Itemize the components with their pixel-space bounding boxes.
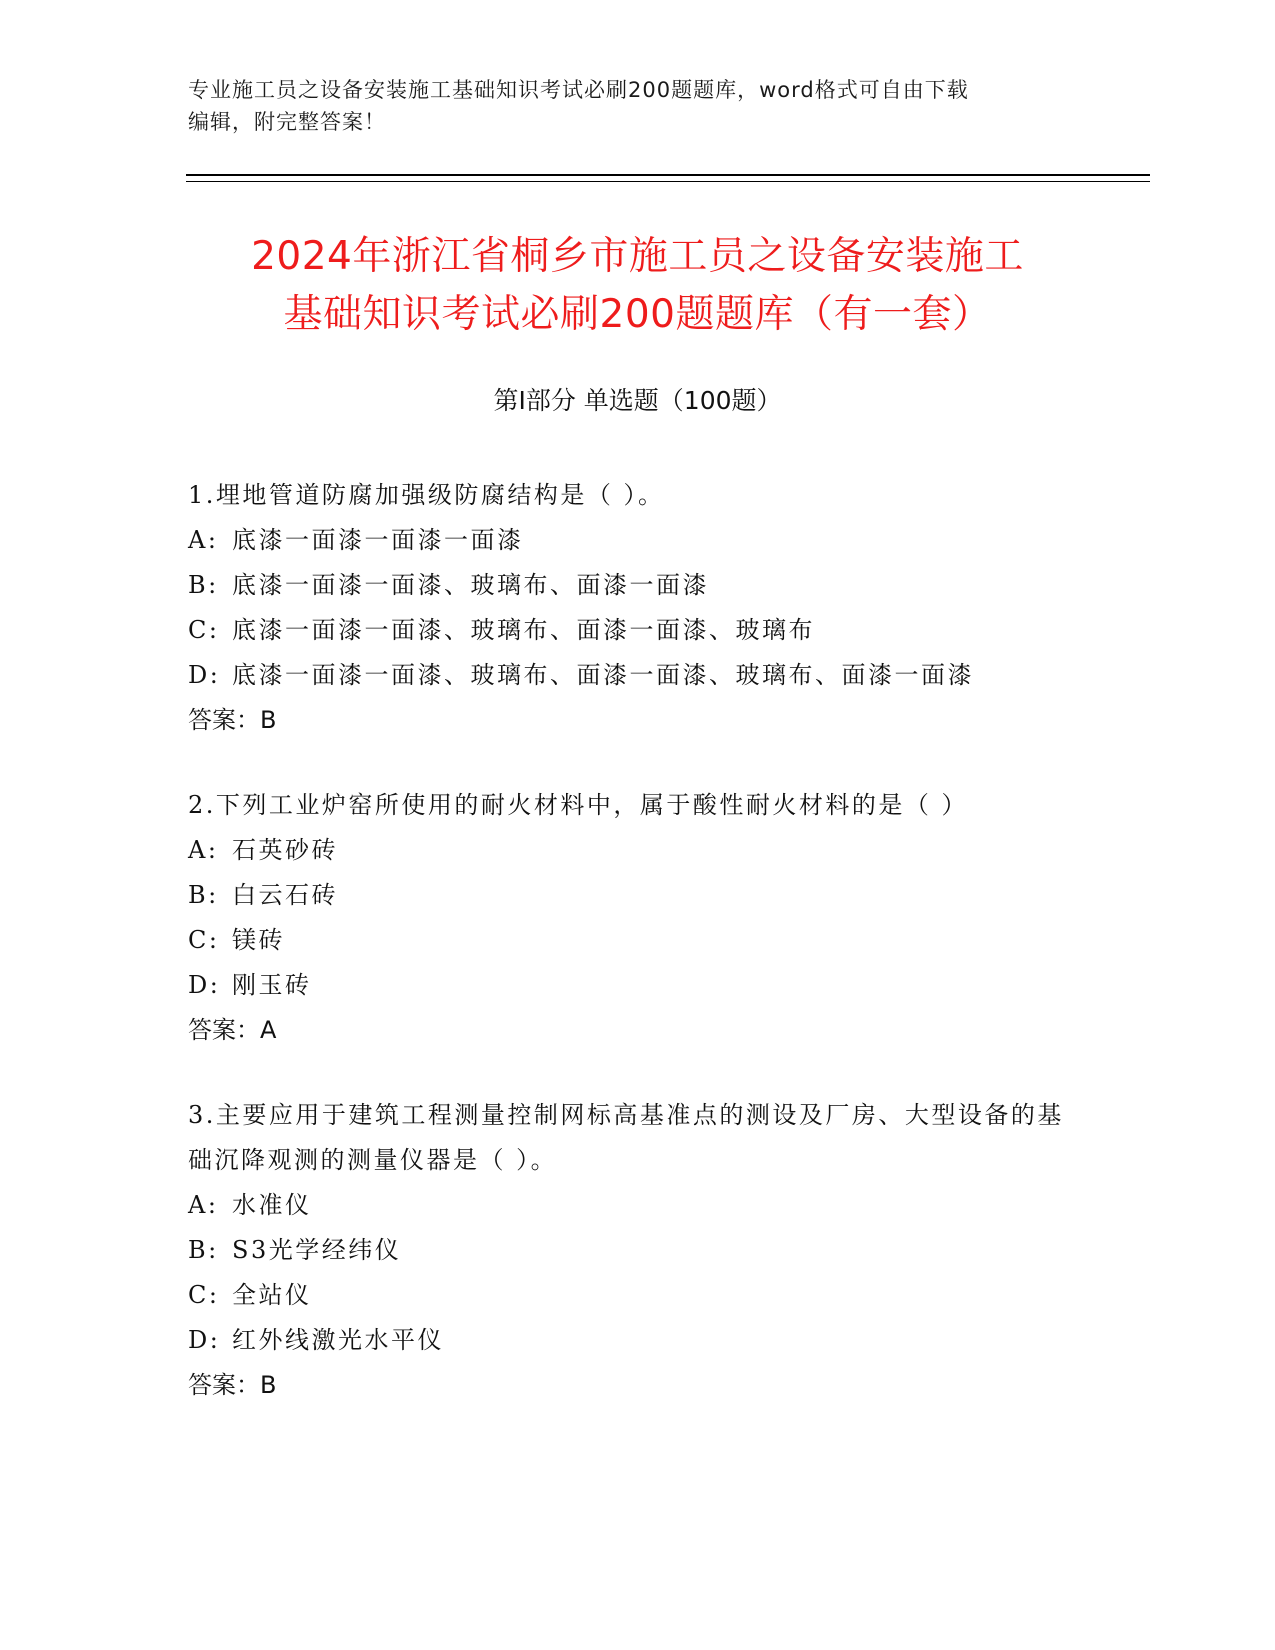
header-note (188, 74, 1088, 138)
question-stem: 3.主要应用于建筑工程测量控制网标高基准点的测设及厂房、大型设备的基础沉降观测的测量仪器是（ ）。 (188, 1101, 1064, 1174)
option-letter: D: (188, 971, 221, 999)
option-a (188, 518, 1068, 563)
question-2 (188, 783, 1068, 1053)
question-3 (188, 1093, 1068, 1408)
option-b (188, 873, 1068, 918)
answer: 答案：A (188, 1016, 277, 1044)
option-a (188, 1183, 1068, 1228)
header-divider-thin (186, 181, 1150, 182)
answer: 答案：B (188, 1371, 277, 1399)
option-d (188, 1318, 1068, 1363)
option-c (188, 1273, 1068, 1318)
document-title (130, 228, 1145, 344)
header-divider-thick (186, 174, 1150, 176)
option-letter: D: (188, 1326, 221, 1354)
option-c (188, 918, 1068, 963)
option-letter: C: (188, 616, 220, 644)
section-heading: 第Ⅰ部分 单选题（100题） (493, 386, 782, 415)
option-letter: D: (188, 661, 221, 689)
option-text: 刚玉砖 (232, 971, 312, 999)
document-title-line-1: 2024年浙江省桐乡市施工员之设备安装施工 (251, 234, 1024, 279)
option-text: 底漆一面漆一面漆、玻璃布、面漆一面漆、玻璃布 (232, 616, 815, 644)
option-text: S3光学经纬仪 (232, 1236, 402, 1264)
header-note-line-2: 编辑，附完整答案！ (188, 110, 386, 134)
answer: 答案：B (188, 706, 277, 734)
document-title-line-2: 基础知识考试必刷200题题库（有一套） (283, 292, 992, 337)
option-letter: A: (188, 1191, 219, 1219)
option-b (188, 1228, 1068, 1273)
option-text: 白云石砖 (232, 881, 338, 909)
option-text: 镁砖 (232, 926, 285, 954)
option-text: 底漆一面漆一面漆、玻璃布、面漆一面漆、玻璃布、面漆一面漆 (232, 661, 974, 689)
option-d (188, 963, 1068, 1008)
option-text: 水准仪 (232, 1191, 312, 1219)
option-letter: B: (188, 571, 219, 599)
question-list (188, 473, 1068, 1448)
option-letter: C: (188, 1281, 220, 1309)
option-text: 底漆一面漆一面漆、玻璃布、面漆一面漆 (232, 571, 709, 599)
option-text: 石英砂砖 (232, 836, 338, 864)
header-note-line-1: 专业施工员之设备安装施工基础知识考试必刷200题题库，word格式可自由下载 (188, 78, 969, 102)
option-letter: B: (188, 881, 219, 909)
option-text: 红外线激光水平仪 (232, 1326, 444, 1354)
option-letter: B: (188, 1236, 219, 1264)
option-d (188, 653, 1068, 698)
option-letter: A: (188, 836, 219, 864)
question-1 (188, 473, 1068, 743)
question-stem: 2.下列工业炉窑所使用的耐火材料中，属于酸性耐火材料的是（ ） (188, 791, 969, 819)
option-a (188, 828, 1068, 873)
option-text: 全站仪 (232, 1281, 312, 1309)
question-stem: 1.埋地管道防腐加强级防腐结构是（ ）。 (188, 481, 665, 509)
option-text: 底漆一面漆一面漆一面漆 (232, 526, 524, 554)
option-letter: A: (188, 526, 219, 554)
option-c (188, 608, 1068, 653)
option-letter: C: (188, 926, 220, 954)
option-b (188, 563, 1068, 608)
